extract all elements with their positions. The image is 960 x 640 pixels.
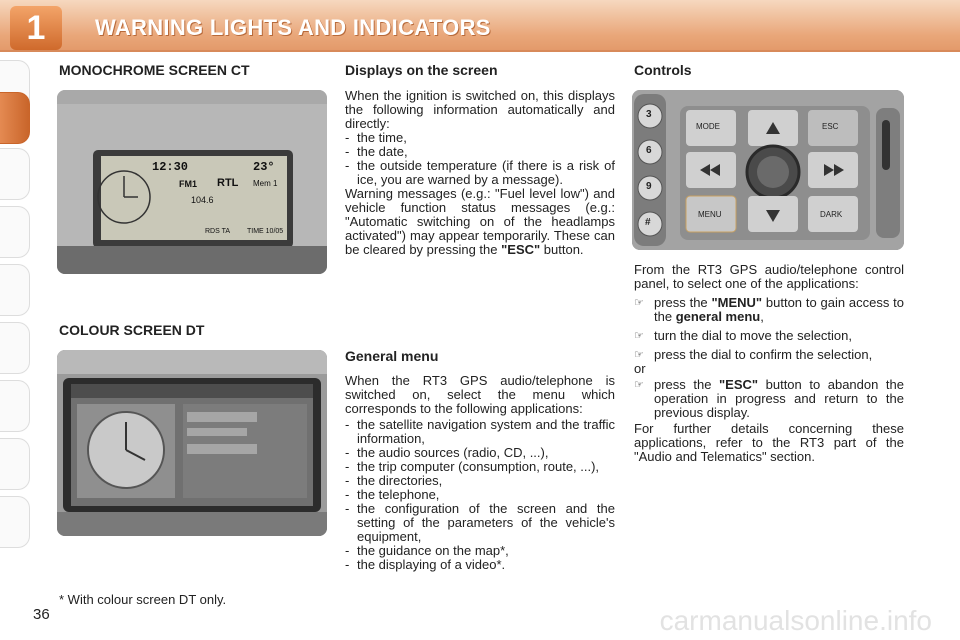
mode-button[interactable]: MODE	[696, 122, 720, 131]
mono-screen-time: 12:30	[152, 160, 189, 174]
general-intro: When the RT3 GPS audio/telephone is switched on, select the menu which corresponds to the following applications:	[345, 373, 615, 416]
general-menu-label: general menu	[675, 309, 761, 324]
list-item	[634, 348, 904, 362]
list-item	[634, 378, 904, 420]
hash-button[interactable]: #	[645, 217, 651, 228]
controls-intro: From the RT3 GPS audio/telephone control panel, to select one of the applications:	[634, 262, 904, 291]
mono-screen-temp: 23°	[253, 160, 275, 174]
esc-label: "ESC"	[719, 377, 759, 392]
list-item: - the satellite navigation system and the traffic information,	[345, 418, 615, 446]
menu-label: "MENU"	[711, 295, 763, 310]
colour-screen-title: COLOUR SCREEN DT	[59, 322, 205, 338]
list-item: - the trip computer (consumption, route, ...),	[345, 460, 615, 474]
further-details: For further details concerning these applications, refer to the RT3 part of the "Audio and Telematics" section.	[634, 421, 904, 464]
controls-list	[634, 296, 904, 362]
tab-chapter-1[interactable]	[0, 92, 30, 144]
list-text: press the	[654, 295, 708, 310]
esc-button[interactable]: ESC	[822, 122, 839, 131]
list-text: button to abandon the operation in progress and return to the previous display.	[654, 377, 904, 420]
chapter-tabs	[0, 60, 30, 580]
header-banner	[0, 0, 960, 52]
preset-3-button[interactable]: 3	[646, 109, 652, 120]
controls-list-2	[634, 378, 904, 420]
chapter-number: 1	[10, 6, 62, 50]
mono-screen-title: MONOCHROME SCREEN CT	[59, 62, 250, 78]
monochrome-screen-photo	[57, 90, 327, 274]
pointing-hand-icon: ☞	[634, 379, 644, 391]
list-item	[634, 296, 904, 324]
warning-text: Warning messages (e.g.: "Fuel level low") and vehicle function status messages (e.g.: "Automatic switching on of the headlamps activated") may appear temporarily. These can be cleared by pressing the	[345, 186, 615, 257]
esc-label: "ESC"	[501, 242, 541, 257]
page-number: 36	[33, 606, 50, 623]
pointing-hand-icon: ☞	[634, 330, 644, 342]
tab-chapter-3[interactable]	[0, 206, 30, 258]
list-text: button to gain access to the	[654, 295, 904, 324]
list-item: - the configuration of the screen and the setting of the parameters of the vehicle's equipment,	[345, 502, 615, 544]
mono-screen-freq: 104.6	[191, 195, 214, 205]
general-list	[345, 418, 615, 572]
mono-screen-preset: Mem 1	[253, 179, 278, 188]
control-panel-photo	[632, 90, 904, 250]
controls-heading: Controls	[634, 62, 692, 78]
tab-chapter-7[interactable]	[0, 438, 30, 490]
general-menu-block	[345, 374, 615, 572]
displays-intro: When the ignition is switched on, this displays the following information automatically and directly:	[345, 88, 615, 131]
list-item: - the directories,	[345, 474, 615, 488]
displays-block	[345, 89, 615, 257]
displays-heading: Displays on the screen	[345, 62, 498, 78]
mono-screen-rds: RDS TA	[205, 228, 231, 235]
mono-screen-station: RTL	[217, 177, 239, 189]
watermark: carmanualsonline.info	[659, 605, 932, 636]
list-text: press the dial to confirm the selection,	[654, 347, 873, 362]
menu-button[interactable]: MENU	[698, 210, 722, 219]
preset-6-button[interactable]: 6	[646, 145, 652, 156]
list-item: - the displaying of a video*.	[345, 558, 615, 572]
controls-block	[634, 263, 904, 464]
page-title: WARNING LIGHTS AND INDICATORS	[95, 15, 491, 40]
list-item	[634, 329, 904, 343]
dark-button[interactable]: DARK	[820, 210, 843, 219]
displays-list	[345, 131, 615, 187]
tab-chapter-4[interactable]	[0, 264, 30, 316]
preset-9-button[interactable]: 9	[646, 181, 652, 192]
pointing-hand-icon: ☞	[634, 349, 644, 361]
or-text: or	[634, 361, 646, 376]
list-item: - the audio sources (radio, CD, ...),	[345, 446, 615, 460]
tab-chapter-2[interactable]	[0, 148, 30, 200]
mono-screen-time-date: TIME 10/05	[247, 228, 284, 235]
list-text: ,	[760, 309, 764, 324]
pointing-hand-icon: ☞	[634, 297, 644, 309]
warning-end: button.	[540, 242, 584, 257]
colour-screen-photo	[57, 350, 327, 536]
general-menu-heading: General menu	[345, 348, 439, 364]
list-item: - the time,	[345, 131, 615, 145]
list-item: - the date,	[345, 145, 615, 159]
tab-chapter-6[interactable]	[0, 380, 30, 432]
list-text: press the	[654, 377, 712, 392]
list-item: - the guidance on the map*,	[345, 544, 615, 558]
footnote: * With colour screen DT only.	[59, 592, 227, 607]
warning-messages-paragraph	[345, 187, 615, 257]
tab-chapter-5[interactable]	[0, 322, 30, 374]
list-item: - the telephone,	[345, 488, 615, 502]
list-item: - the outside temperature (if there is a risk of ice, you are warned by a message).	[345, 159, 615, 187]
tab-chapter-8[interactable]	[0, 496, 30, 548]
mono-screen-band: FM1	[179, 179, 197, 189]
list-text: turn the dial to move the selection,	[654, 328, 853, 343]
